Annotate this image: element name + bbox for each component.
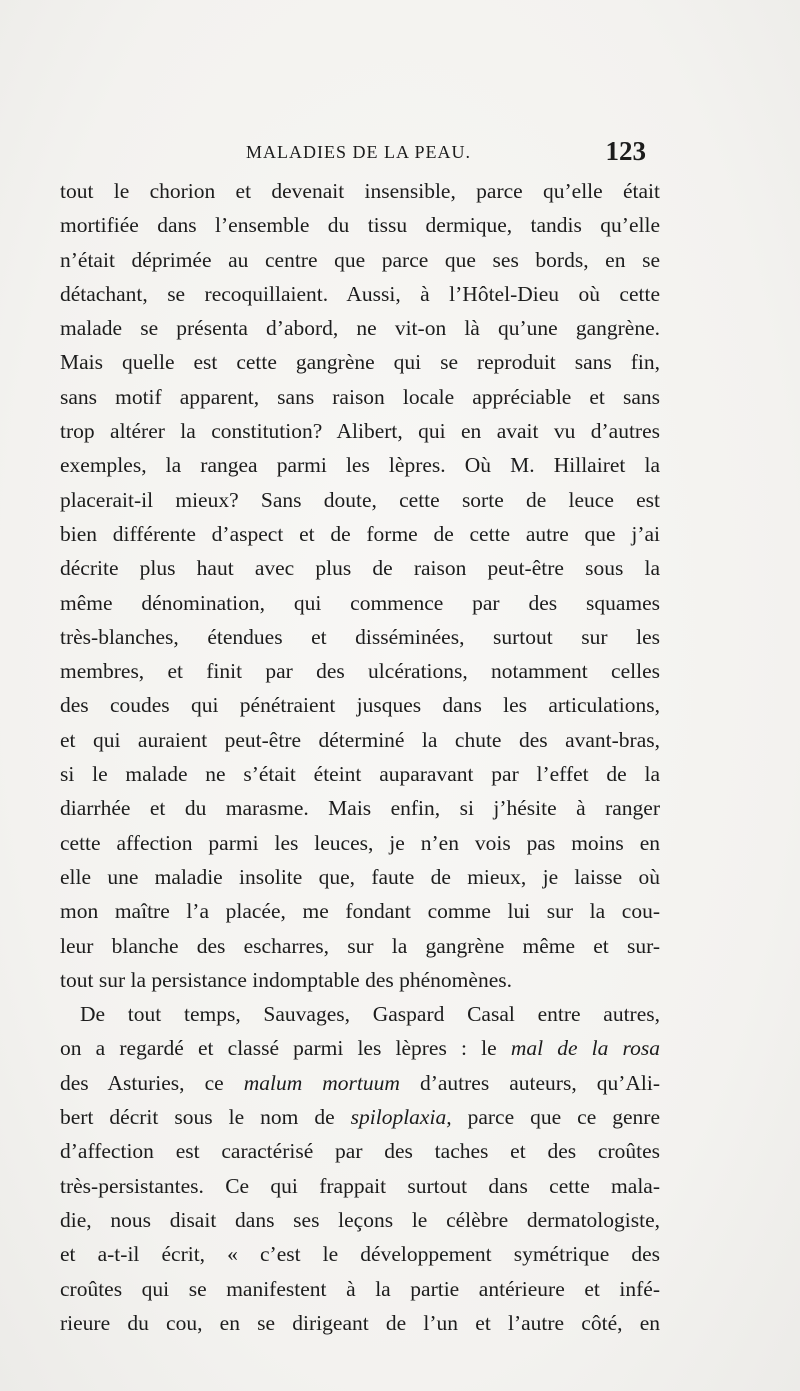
text-fragment: d’autres auteurs, qu’Ali- bbox=[399, 1070, 661, 1095]
text-line: exemples, la rangea parmi les lèpres. Où M. Hillairet la bbox=[60, 453, 660, 478]
text-line: très-blanches, étendues et disséminées, surtout sur les bbox=[60, 624, 660, 649]
text-line: bien différente d’aspect et de forme de cette autre que j’ai bbox=[60, 521, 660, 546]
text-line: et qui auraient peut-être déterminé la chute des avant-bras, bbox=[60, 727, 660, 752]
text-line: mortifiée dans l’ensemble du tissu dermique, tandis qu’elle bbox=[60, 213, 660, 238]
text-line: elle une maladie insolite que, faute de mieux, je laisse où bbox=[60, 864, 660, 889]
text-line-paragraph-end: tout sur la persistance indomptable des phénomènes. bbox=[60, 967, 512, 992]
text-line: décrite plus haut avec plus de raison peut-être sous la bbox=[60, 556, 660, 581]
text-line: mon maître l’a placée, me fondant comme lui sur la cou- bbox=[60, 899, 660, 924]
text-line: même dénomination, qui commence par des squames bbox=[60, 590, 660, 615]
text-line: des coudes qui pénétraient jusques dans les articulations, bbox=[60, 693, 660, 718]
text-line: si le malade ne s’était éteint auparavant par l’effet de la bbox=[60, 762, 660, 787]
text-fragment: des Asturies, ce bbox=[60, 1070, 244, 1095]
text-line bbox=[60, 1031, 660, 1065]
text-line: sans motif apparent, sans raison locale appréciable et sans bbox=[60, 384, 660, 409]
text-line: rieure du cou, en se dirigeant de l’un et l’autre côté, en bbox=[60, 1310, 660, 1335]
text-line: diarrhée et du marasme. Mais enfin, si j’hésite à ranger bbox=[60, 796, 660, 821]
text-line: membres, et finit par des ulcérations, notamment celles bbox=[60, 659, 660, 684]
italic-term: spiloplaxia, bbox=[350, 1105, 452, 1130]
text-line: leur blanche des escharres, sur la gangrène même et sur- bbox=[60, 933, 660, 958]
text-line bbox=[60, 1066, 660, 1100]
text-line: d’affection est caractérisé par des taches et des croûtes bbox=[60, 1139, 660, 1164]
italic-term: malum mortuum bbox=[243, 1070, 400, 1095]
text-line: détachant, se recoquillaient. Aussi, à l’Hôtel-Dieu où cette bbox=[60, 281, 660, 306]
text-line: cette affection parmi les leuces, je n’en vois pas moins en bbox=[60, 830, 660, 855]
paragraph-start-line: De tout temps, Sauvages, Gaspard Casal entre autres, bbox=[80, 1002, 660, 1027]
text-line: très-persistantes. Ce qui frappait surtout dans cette mala- bbox=[60, 1173, 660, 1198]
running-header bbox=[60, 134, 660, 174]
text-line: malade se présenta d’abord, ne vit-on là qu’une gangrène. bbox=[60, 316, 660, 341]
text-line: die, nous disait dans ses leçons le célèbre dermatologiste, bbox=[60, 1207, 660, 1232]
text-line: n’était déprimée au centre que parce que ses bords, en se bbox=[60, 247, 660, 272]
text-fragment: parce que ce genre bbox=[451, 1105, 660, 1130]
text-line: et a-t-il écrit, « c’est le développement symétrique des bbox=[60, 1242, 660, 1267]
text-line: tout le chorion et devenait insensible, parce qu’elle était bbox=[60, 179, 660, 203]
text-line: Mais quelle est cette gangrène qui se reproduit sans fin, bbox=[60, 350, 660, 375]
page-number: 123 bbox=[605, 136, 646, 166]
text-line: croûtes qui se manifestent à la partie antérieure et infé- bbox=[60, 1276, 660, 1301]
text-line: trop altérer la constitution? Alibert, qui en avait vu d’autres bbox=[60, 419, 660, 444]
text-line bbox=[60, 1100, 660, 1134]
italic-term: mal de la rosa bbox=[510, 1036, 660, 1061]
text-fragment: bert décrit sous le nom de bbox=[60, 1105, 351, 1130]
running-title: MALADIES DE LA PEAU. bbox=[246, 142, 471, 162]
text-line: placerait-il mieux? Sans doute, cette sorte de leuce est bbox=[60, 487, 660, 512]
body-text bbox=[60, 174, 660, 1340]
text-fragment: on a regardé et classé parmi les lèpres : le bbox=[60, 1036, 511, 1061]
